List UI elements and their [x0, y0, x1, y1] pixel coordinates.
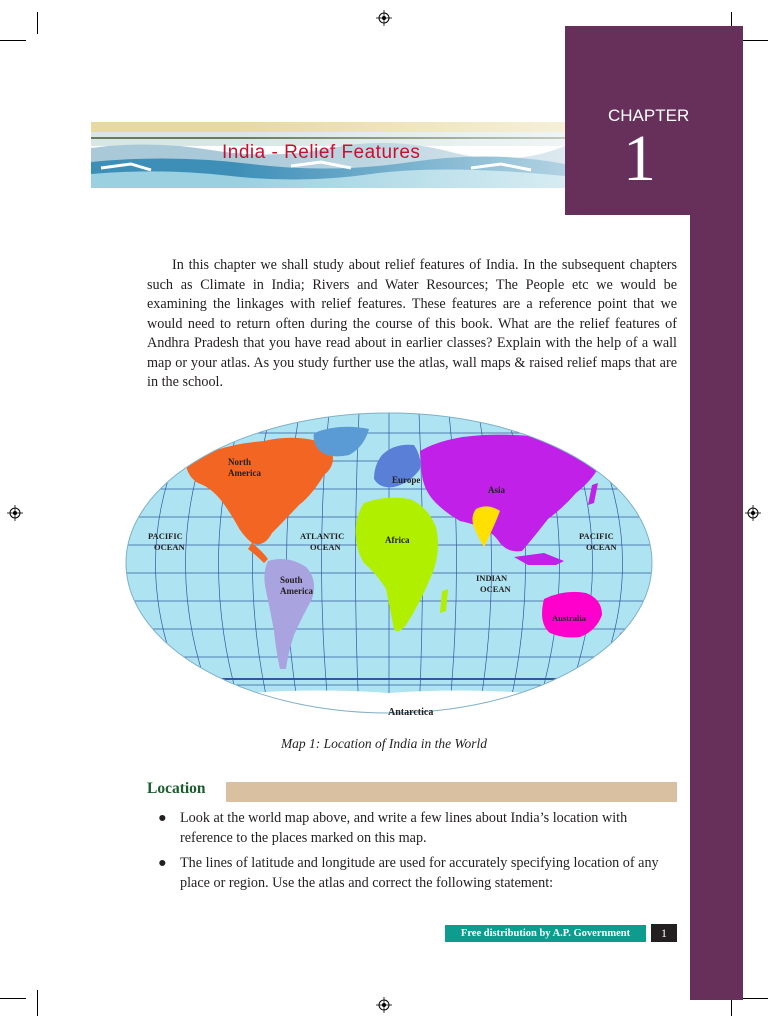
list-item-text: The lines of latitude and longitude are used for accurately specifying location of any place or region. Use the atlas and correct the following statement:: [180, 855, 659, 891]
crop-mark: [0, 40, 26, 41]
label-north-america: North America: [228, 457, 261, 478]
label-antarctica: Antarctica: [388, 707, 434, 718]
crop-mark: [742, 998, 768, 999]
page-number: 1: [651, 924, 677, 942]
chapter-header-box: [565, 26, 690, 215]
registration-mark-icon: [7, 505, 23, 521]
list-item-text: Look at the world map above, and write a few lines about India’s location with reference to the places marked on this map.: [180, 810, 628, 846]
crop-mark: [37, 990, 38, 1016]
chapter-label: CHAPTER: [608, 106, 690, 125]
label-africa: Africa: [385, 535, 410, 545]
label-pacific-ocean-east: PACIFIC OCEAN: [579, 531, 617, 552]
world-map: [124, 403, 654, 728]
label-atlantic-ocean: ATLANTIC OCEAN: [300, 531, 345, 552]
label-south-america: South America: [280, 575, 313, 596]
bullet-icon: ●: [158, 855, 167, 871]
registration-mark-icon: [376, 997, 392, 1013]
list-item: [158, 808, 678, 848]
page-title: India - Relief Features: [222, 142, 421, 163]
label-pacific-ocean-west: PACIFIC OCEAN: [148, 531, 185, 552]
crop-mark: [37, 12, 38, 34]
section-heading: Location: [147, 780, 206, 797]
chapter-number: 1: [623, 122, 656, 195]
bullet-icon: ●: [158, 810, 167, 826]
label-australia: Australia: [552, 613, 586, 623]
bullet-list: [158, 808, 678, 898]
footer-distribution-note: Free distribution by A.P. Government: [445, 925, 646, 942]
label-asia: Asia: [488, 485, 506, 495]
crop-mark: [742, 40, 768, 41]
crop-mark: [0, 998, 26, 999]
list-item: [158, 853, 678, 893]
label-europe: Europe: [392, 475, 421, 485]
section-heading-bar: [226, 782, 677, 802]
chapter-side-strip: [690, 26, 743, 1000]
title-banner: [91, 118, 565, 192]
label-indian-ocean: INDIAN OCEAN: [476, 573, 511, 594]
registration-mark-icon: [745, 505, 761, 521]
intro-paragraph: In this chapter we shall study about relief features of India. In the subsequent chapters such as Climate in India; Rivers and Water Resources; The People etc we would be examining the linkages with relief features. These features are a reference point that we would need to return often during the course of this book. What are the relief features of Andhra Pradesh that you have read about in earlier classes? Explain with the help of a wall map or your atlas. As you study further use the atlas, wall maps & raised relief maps that are in the school.: [147, 257, 677, 390]
registration-mark-icon: [376, 10, 392, 26]
map-caption: Map 1: Location of India in the World: [280, 736, 488, 751]
